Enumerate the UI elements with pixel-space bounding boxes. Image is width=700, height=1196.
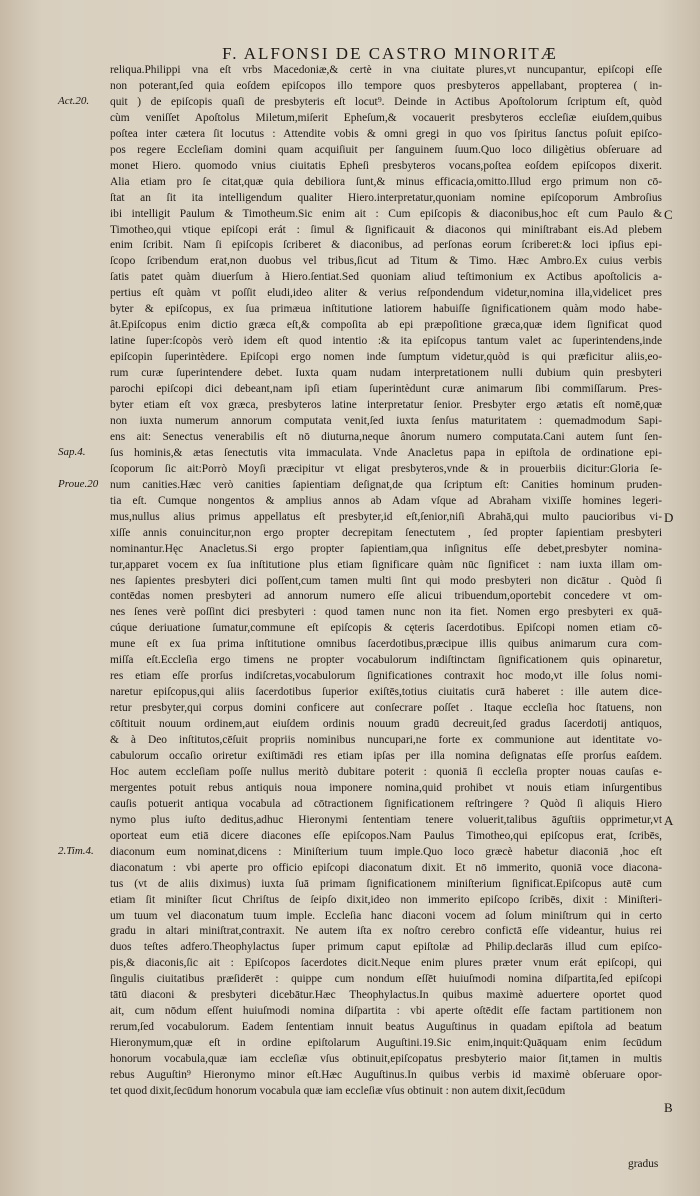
text-line: tus (vt de aliis diximus) iuxta ſuā primam ſignificationem miniſterium ſignificat.Epiſcopus autē cum bbox=[110, 877, 662, 890]
text-line: tur,apparet vocem ex ſua inſtitutione plus etiam ſignificare quàm nūc ſignificet : nam iuxta illam om- bbox=[110, 558, 662, 571]
text-line: miſſa eſt.Eccleſia ergo timens ne propter vocabulorum indiſtinctam ſignificationem quis opinaretur, bbox=[110, 654, 662, 667]
text-line: rebus Auguſtin⁹ Hieronymo minor eſt.Hæc Auguſtinus.In quibus verbis id maximè obſeruare opor- bbox=[110, 1069, 662, 1082]
text-line: Hoc autem eccleſiam poſſe nullus meritò dubitare poterit : quoniā ſi eccleſia propter nouas cauſas e- bbox=[110, 765, 662, 778]
text-line: diaconum eum nominat,dicens : Miniſterium tuum imple.Quo loco græcè habetur diaconiā ,hoc eſt bbox=[110, 845, 662, 858]
text-line: reliqua.Philippi vna eſt vrbs Macedoniæ,& certè in vna ciuitate plures,vt nuncupantur, epiſcopi eſſe bbox=[110, 64, 662, 76]
text-line: tet quod dixit,ſecūdum honorum vocabula quæ iam eccleſiæ vſus obtinuit : non autem dixit,ſecūdum bbox=[110, 1085, 566, 1097]
text-line: etiam ſit miniſter ſicut Chriſtus de ſeipſo dixit,ideo non immerito epiſcopo ſcribēs, dixit : Miniſteri- bbox=[110, 893, 662, 906]
text-line: mergentes potuit rebus antiquis noua imponere nomina,quid prohibet vt nouis etiam inſurgentibus bbox=[110, 781, 662, 794]
text-line: byter & epiſcopus, ex ſua primæua inſtitutione latiorem habuiſſe ſignificationem quàm modo habe- bbox=[110, 303, 662, 316]
text-line: nominantur.Hęc Anacletus.Si ergo propter ſapientiam,qua inſignitus eſſe debet,presbyter nomina- bbox=[110, 542, 662, 555]
text-line: pertius eſt quàm vt poſſit eludi,ideo aliter & verius reſpondendum videtur,nomina illa,videlicet pres bbox=[110, 287, 662, 300]
text-line: rerum,ſed vocabulorum. Eadem ſententiam innuit beatus Auguſtinus in quadam epiſtola ad beatum bbox=[110, 1021, 662, 1034]
text-line: ait, cum nōdum eſſent huiuſmodi nomina diſpartita : vbi aperte oſtēdit eſſe factam partitionem non bbox=[110, 1005, 662, 1018]
text-line: oporteat eum etiā dicere diacones eſſe epiſcopos.Nam Paulus Timotheo,qui epiſcopus erat, ſcribēs, bbox=[110, 829, 662, 842]
text-line: cauſis potuerit antiqua vocabula ad cōtractionem ſignificationem reſtringere ? Quòd ſi aliquis Hiero bbox=[110, 797, 662, 810]
margin-citation: Sap.4. bbox=[58, 446, 86, 459]
text-line: ſcoporum ſic ait:Porrò Moyſi præcipitur vt eligat presbyteros,vnde & in prouerbiis dicitur:Gloria ſe- bbox=[110, 462, 662, 475]
text-line: ât.Epiſcopus enim dictio græca eſt,& compoſita ab epi præpoſitione græca,quæ idem ſignificat quod bbox=[110, 319, 662, 332]
text-line: gradu in altari miniſtrat,contraxit. Ne autem iſta ex noſtro cerebro confictā eſſe videantur, huius rei bbox=[110, 925, 662, 938]
text-line: quit ) de epiſcopis quaſi de presbyteris eſt locut⁹. Deinde in Actibus Apoſtolorum ſcriptum eſt, quòd bbox=[110, 95, 662, 108]
text-line: mus,nullus alius primus appellatus eſt presbyter,id eſt,ſenior,niſi Abrahā,qui multo paucioribus vi- bbox=[110, 510, 662, 523]
text-line: duos teſtes adfero.Theophylactus ſuper primum caput epiſtolæ ad Philip.declarās illud cum epiſco- bbox=[110, 941, 662, 954]
text-line: Hieronymum,quæ eſt in ordine epiſtolarum Auguſtini.19.Sic enim,inquit:Quāquam enim ſecūdum bbox=[110, 1037, 662, 1050]
text-line: epiſcopin ſuperintèdere. Epiſcopi ergo nomen inde ſumptum videtur,quòd is qui præficitur aliis,eo- bbox=[110, 351, 662, 364]
text-line: byter etiam eſt vox græca, presbyteros latine interpretatur ſenior. Presbyter ergo ætatis eſt nomē,quæ bbox=[110, 399, 662, 412]
text-line: xiſſe annis conuincitur,non ergo propter decrepitam ſenectutem , ſed propter ſapientiam presbyteri bbox=[110, 526, 662, 539]
text-line: non poterant,ſed quia eoſdem epiſcopos illo tempore quos presbyteros appellabant, propterea ( in- bbox=[110, 79, 662, 92]
text-line: ſatis patet quàm diuerſum à Hiero.ſentiat.Sed quoniam aliud teſtimonium ex Actibus apoſtolicis a- bbox=[110, 271, 662, 284]
text-line: honorum vocabula,quæ iam eccleſiæ vſus obtinuit,epiſcopatus presbyterio maior ſit,tamen in multis bbox=[110, 1053, 662, 1066]
text-line: cúque deriuatione ſumatur,commune eſt epiſcopis & cęteris ſacerdotibus. Epiſcopi nomen etiam cō- bbox=[110, 622, 662, 635]
text-line: latine ſuper:ſcopòs verò idem eſt quod intentio :& ita epiſcopus tantum valet ac ſuperintendens,inde bbox=[110, 335, 662, 348]
text-line: cabulorum occaſio oriretur exiſtimādi res etiam ipſas per illa nomina deſignatas eſſe prorſus eaſdem. bbox=[110, 749, 662, 762]
section-letter: A bbox=[664, 813, 674, 829]
text-line: cōſtituit nouum ordinem,aut eiuſdem ordinis nouum gradū decreuit,ſed gradus ſacerdotij antiquos, bbox=[110, 718, 662, 731]
text-line: non iuxta numerum annorum computata venit,ſed iuxta ſenſus maturitatem : quemadmodum Sapi- bbox=[110, 414, 662, 427]
text-line: diaconatum : vbi aperte pro officio epiſcopi diaconatum dixit. Et nō immerito, quoniā voce diacona- bbox=[110, 861, 662, 874]
section-letter: B bbox=[664, 1100, 673, 1116]
text-line: res etiam eſſe prorſus indiſcretas,vocabulorum ſignificationes contraxit hoc modo,vt ille ſolus nomi- bbox=[110, 670, 662, 683]
text-line: ſtat an ſit ita intelligendum qualiter Hiero.interpretatur,quoniam nomine epiſcoporum Ambroſius bbox=[110, 191, 662, 204]
catchword: gradus bbox=[628, 1158, 659, 1170]
text-line: monet Hiero. quomodo vnius ciuitatis Epheſi presbyteros vocans,poſtea eoſdem epiſcopos dixerit. bbox=[110, 159, 662, 172]
text-line: ſingulis ciuitatibus præſiderēt : quippe cum nondum eſſēt huiuſmodi nomina diſpartita,ſed epiſcopi bbox=[110, 973, 662, 986]
text-line: pos regere Eccleſiam domini quam acquiſiuit per ſanguinem ſuum.Quo loco diligètius obſeruare ad bbox=[110, 143, 662, 156]
section-letter: C bbox=[664, 206, 673, 222]
text-line: um tuum vel diaconatum tuum imple. Eccleſia hanc diaconi vocem ad ſolum miniſtrum qui in certo bbox=[110, 909, 662, 922]
text-line: contēdas nomen presbyteri ad annorum numero eſſe alicui tribuendum,oportebit concedere vt om- bbox=[110, 590, 662, 603]
text-line: ibi intelligit Paulum & Timotheum.Sic enim ait : Cum epiſcopis & diaconibus,hoc eſt cum Paulo & bbox=[110, 207, 662, 220]
text-line: enim ſcribit. Nam ſi epiſcopis ſcriberet & diaconibus, ad perſonas eorum ſcriberet:& loci ipſius epi- bbox=[110, 239, 662, 252]
text-line: pis,& diaconis,ſic ait : Epiſcopos ſacerdotes dicit.Neque enim plures præter vnum erát epiſcopi, qui bbox=[110, 957, 662, 970]
text-line: mune eſt ex ſua prima inſtitutione omnibus ſacerdotibus,præcipue illis quibus animarum cura com- bbox=[110, 638, 662, 651]
margin-citation: Proue.20 bbox=[58, 477, 99, 490]
text-line: Timotheo,qui vtique epiſcopi erát : ſimul & ſignificauit & diaconos qui miniſtrabant eis.Ad plebem bbox=[110, 223, 662, 236]
margin-citation: Act.20. bbox=[58, 94, 90, 107]
text-line: nes ſapientes presbyteri dici poſſent,cum tamen multi ſint qui modo presbyteri non dicātur . Quòd ſi bbox=[110, 574, 662, 587]
text-line: nes ſenes verè poſſint dici presbyteri : quod tamen nunc non ita fiet. Nomen ergo presbyteri ex quā- bbox=[110, 606, 662, 619]
text-line: tātū diaconi & presbyteri dicebātur.Hæc Theophylactus.In quibus maximè aduertere oportet quod bbox=[110, 989, 662, 1002]
text-line: cùm veniſſet Apoſtolus Miletum,miſerit Epheſum,& vocauerit presbyteros eccleſiæ eiuſdem,quibus bbox=[110, 111, 662, 124]
text-line: retur presbyter,qui corpus domini conficere aut conſecrare poſſet . Itaque eccleſia hoc ſtatuens, non bbox=[110, 702, 662, 715]
text-line: nymo plus iuſto deditus,adhuc Hieronymi ſententiam tenere voluerit,talibus āguſtiis opprimetur,vt bbox=[110, 813, 662, 826]
text-line: ſus hominis,& ætas ſenectutis vita immaculata. Vnde Anacletus papa in epiſtola de ordinatione epi- bbox=[110, 446, 662, 459]
text-line: Alia etiam pro ſe citat,quæ quia debiliora ſunt,& minus efficacia,omitto.Illud ergo primum non cō- bbox=[110, 175, 662, 188]
section-letter: D bbox=[664, 509, 674, 525]
margin-citation: 2.Tim.4. bbox=[58, 845, 94, 858]
text-line: num canities.Hæc verò canities ſapientiam deſignat,de qua ſcriptum eſt: Canities hominum pruden- bbox=[110, 478, 662, 491]
text-line: ſcopo ſcribendum erat,non duobus vel tribus,ſicut ad Titum & Timo. Hæc Ambro.Ex cuius verbis bbox=[110, 255, 662, 268]
running-header: F. ALFONSI DE CASTRO MINORITÆ bbox=[222, 44, 558, 63]
text-line: tia eſt. Cumque nongentos & amplius annos ab Adam vſque ad Abraham vixiſſe homines legeri- bbox=[110, 494, 662, 507]
text-line: rum curæ ſuperintendere debet. Iuxta quam nudam interpretationem nulli dubium quin presbyteri bbox=[110, 367, 662, 380]
text-line: parochi epiſcopi dici debeant,nam ipſi etiam ſuperintèdunt curæ animarum ſibi commiſſarum. Pres- bbox=[110, 383, 662, 396]
text-line: & à Deo inſtitutos,cēſuit propriis nominibus nuncupari,ne forte ex communione aut identitate vo- bbox=[110, 734, 662, 747]
text-line: naretur epiſcopus,qui aliis ſacerdotibus ſuperior exiſtēs,totius ciuitatis curā haberet : ille autem dice- bbox=[110, 686, 662, 699]
body-text bbox=[110, 63, 662, 1100]
text-line: ens ait: Senectus venerabilis eſt nō diuturna,neque ânorum numero computata.Cani autem ſunt ſen- bbox=[110, 430, 662, 443]
text-line: poſtea inter cætera ſit locutus : Attendite vobis & omni gregi in quo vos ſpiritus ſanctus poſuit epiſco- bbox=[110, 127, 662, 140]
